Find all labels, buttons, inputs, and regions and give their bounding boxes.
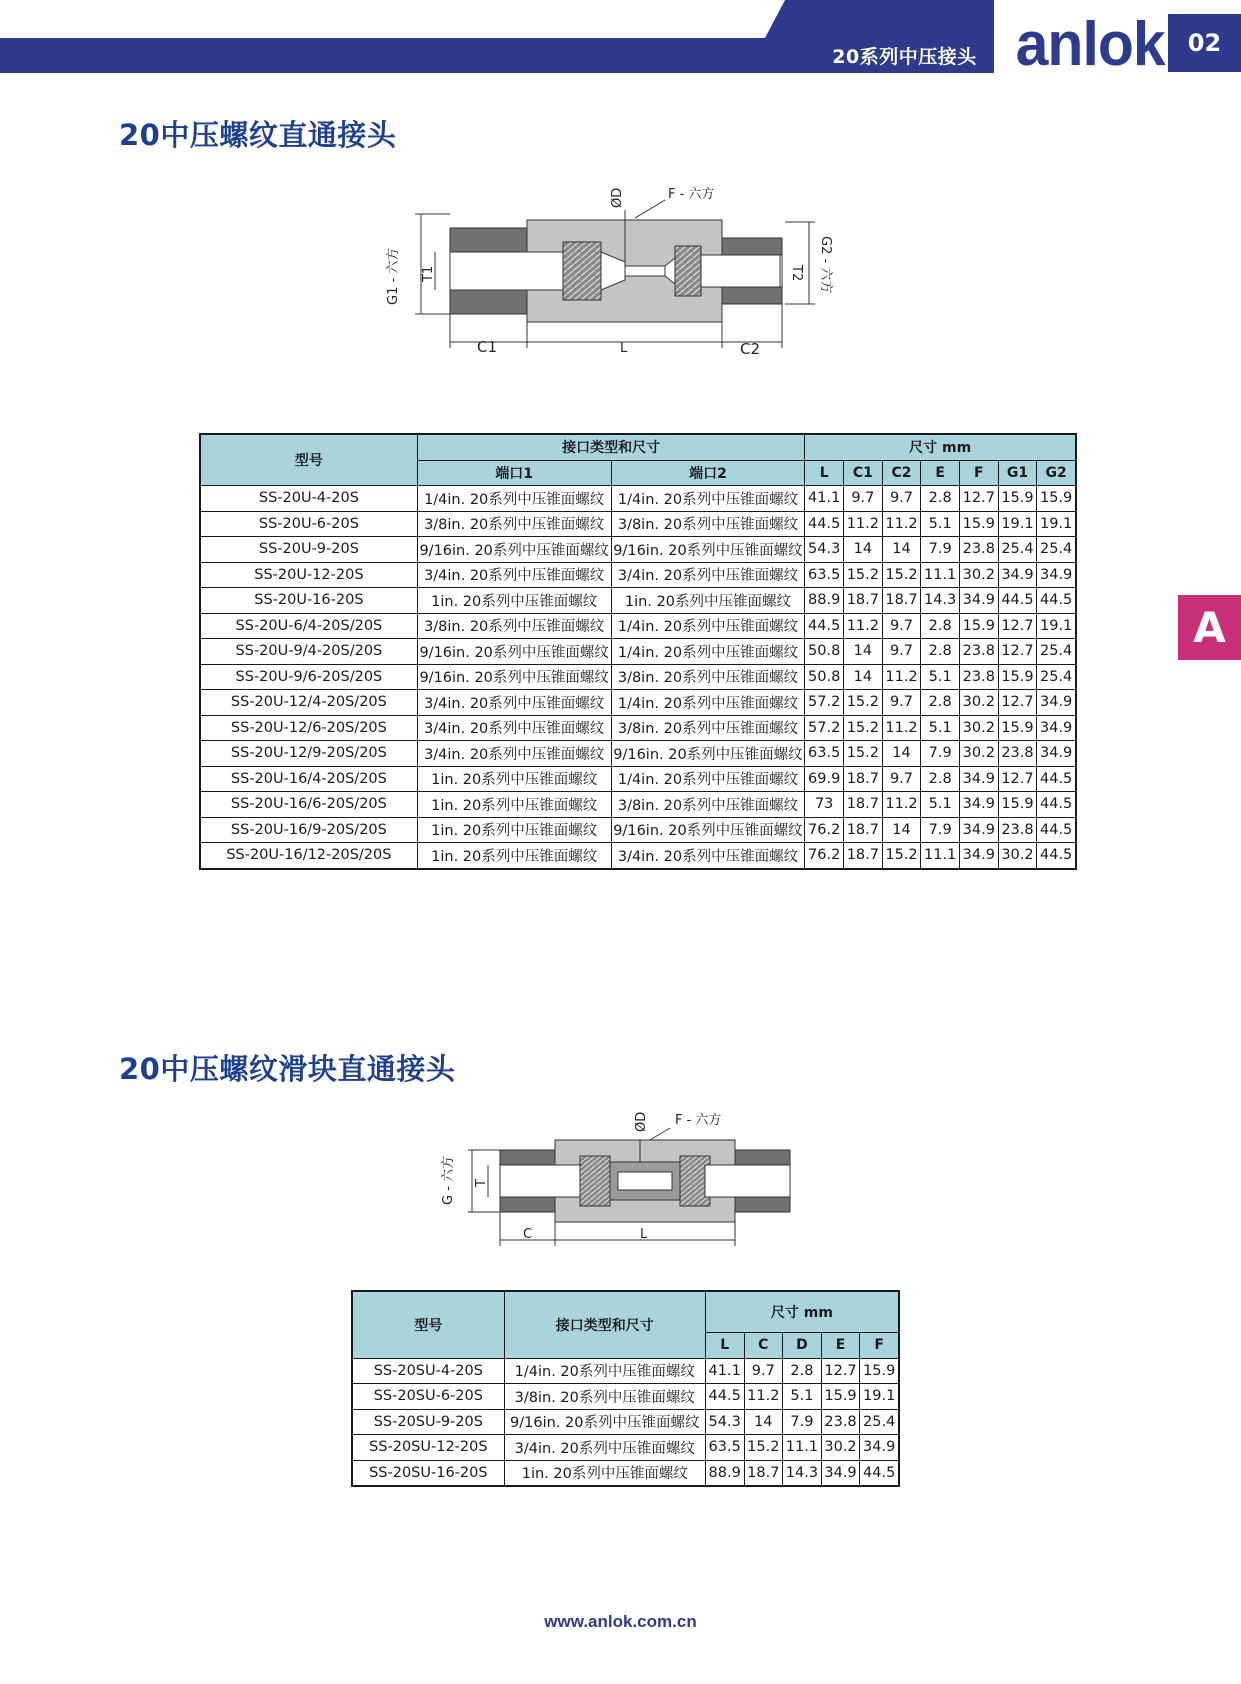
table-cell: 11.2 (744, 1384, 783, 1410)
table-row (200, 588, 1076, 614)
model-cell: SS-20SU-12-20S (352, 1435, 504, 1461)
table-cell: 11.1 (783, 1435, 822, 1461)
straight-union-table-body (200, 486, 1076, 869)
table-cell: 54.3 (705, 1409, 744, 1435)
table-cell: 15.9 (860, 1358, 899, 1384)
table-row (200, 511, 1076, 537)
table-cell: 3/4in. 20系列中压锥面螺纹 (417, 690, 611, 716)
table-cell: 57.2 (805, 690, 844, 716)
table-cell: 23.8 (998, 817, 1037, 843)
table-cell: 12.7 (998, 613, 1037, 639)
col-header-model: 型号 (352, 1291, 504, 1358)
table-row (352, 1460, 899, 1486)
diagram1-l-label: L (620, 341, 628, 356)
table-cell: 44.5 (1037, 843, 1076, 869)
table-cell: 14.3 (783, 1460, 822, 1486)
table-cell: 3/8in. 20系列中压锥面螺纹 (611, 511, 805, 537)
table-cell: 12.7 (998, 766, 1037, 792)
col-header-dims: 尺寸 mm (705, 1291, 899, 1333)
table-cell: 88.9 (705, 1460, 744, 1486)
table-cell: 9.7 (882, 766, 921, 792)
model-cell: SS-20U-12-20S (200, 562, 417, 588)
table-cell: 3/8in. 20系列中压锥面螺纹 (504, 1384, 705, 1410)
diagram1-f-hex-label: F - 六方 (668, 187, 715, 202)
table-cell: 14.3 (921, 588, 960, 614)
table-cell: 30.2 (959, 562, 998, 588)
section-side-tab[interactable]: A (1178, 595, 1241, 660)
diagram2-t-label: T (474, 1179, 489, 1187)
table-cell: 76.2 (805, 817, 844, 843)
table-cell: 2.8 (783, 1358, 822, 1384)
table-cell: 5.1 (921, 715, 960, 741)
table-cell: 23.8 (959, 639, 998, 665)
table-cell: 14 (844, 639, 883, 665)
table-cell: 44.5 (1037, 817, 1076, 843)
table-cell: 34.9 (1037, 741, 1076, 767)
model-cell: SS-20U-16/6-20S/20S (200, 792, 417, 818)
table-cell: 15.9 (998, 486, 1037, 512)
model-cell: SS-20SU-16-20S (352, 1460, 504, 1486)
table-cell: 23.8 (959, 664, 998, 690)
table-cell: 19.1 (1037, 511, 1076, 537)
table-cell: 15.2 (744, 1435, 783, 1461)
col-header-port2: 端口2 (611, 460, 805, 486)
table-cell: 34.9 (1037, 715, 1076, 741)
table-cell: 25.4 (1037, 537, 1076, 563)
slider-union-spec-table (351, 1290, 900, 1487)
table-cell: 15.2 (882, 843, 921, 869)
table-cell: 1/4in. 20系列中压锥面螺纹 (611, 690, 805, 716)
header-series-title: 20系列中压接头 (832, 46, 977, 68)
model-cell: SS-20U-6/4-20S/20S (200, 613, 417, 639)
diagram1-t2-label: T2 (789, 265, 804, 282)
col-header-dim: C (744, 1333, 783, 1359)
table-cell: 9.7 (744, 1358, 783, 1384)
table-cell: 9/16in. 20系列中压锥面螺纹 (611, 741, 805, 767)
table-row (200, 766, 1076, 792)
table-cell: 30.2 (959, 741, 998, 767)
slider-union-diagram (440, 1100, 820, 1264)
table-cell: 14 (844, 664, 883, 690)
model-cell: SS-20U-16-20S (200, 588, 417, 614)
table-cell: 3/8in. 20系列中压锥面螺纹 (611, 715, 805, 741)
table-cell: 11.2 (882, 792, 921, 818)
diagram2-c-label: C (523, 1227, 533, 1242)
table-row (352, 1409, 899, 1435)
table-cell: 15.2 (882, 562, 921, 588)
table-cell: 25.4 (998, 537, 1037, 563)
table-cell: 15.9 (821, 1384, 860, 1410)
table-row (200, 537, 1076, 563)
table-cell: 18.7 (744, 1460, 783, 1486)
diagram1-c2-label: C2 (740, 340, 761, 358)
col-header-dims: 尺寸 mm (805, 434, 1076, 460)
model-cell: SS-20SU-9-20S (352, 1409, 504, 1435)
table-cell: 15.9 (959, 511, 998, 537)
table-cell: 14 (844, 537, 883, 563)
col-header-dim: C1 (844, 460, 883, 486)
slider-union-table-body (352, 1358, 899, 1486)
table-cell: 5.1 (921, 664, 960, 690)
table-cell: 14 (882, 741, 921, 767)
table-cell: 1/4in. 20系列中压锥面螺纹 (611, 639, 805, 665)
table-cell: 34.9 (860, 1435, 899, 1461)
table-cell: 3/4in. 20系列中压锥面螺纹 (504, 1435, 705, 1461)
table-cell: 69.9 (805, 766, 844, 792)
diagram1-t1-label: T1 (421, 265, 436, 282)
col-header-model: 型号 (200, 434, 417, 486)
table-cell: 9/16in. 20系列中压锥面螺纹 (611, 817, 805, 843)
table-cell: 44.5 (1037, 588, 1076, 614)
table-cell: 3/8in. 20系列中压锥面螺纹 (417, 511, 611, 537)
diagram1-c1-label: C1 (477, 338, 498, 356)
table-cell: 50.8 (805, 639, 844, 665)
table-cell: 44.5 (1037, 792, 1076, 818)
table-cell: 63.5 (805, 741, 844, 767)
table-cell: 15.9 (998, 792, 1037, 818)
col-header-dim: L (805, 460, 844, 486)
col-header-dim: E (921, 460, 960, 486)
table-cell: 34.9 (959, 843, 998, 869)
section-title-straight-union: 20中压螺纹直通接头 (119, 118, 397, 152)
col-header-dim: G1 (998, 460, 1037, 486)
table-cell: 25.4 (1037, 664, 1076, 690)
table-cell: 1/4in. 20系列中压锥面螺纹 (611, 766, 805, 792)
table-cell: 3/8in. 20系列中压锥面螺纹 (417, 613, 611, 639)
col-header-dim: C2 (882, 460, 921, 486)
table-row (200, 817, 1076, 843)
table-cell: 34.9 (959, 792, 998, 818)
col-header-dim: E (821, 1333, 860, 1359)
table-cell: 3/4in. 20系列中压锥面螺纹 (417, 562, 611, 588)
table-row (200, 792, 1076, 818)
col-header-dim: L (705, 1333, 744, 1359)
table-cell: 44.5 (1037, 766, 1076, 792)
table-cell: 34.9 (1037, 690, 1076, 716)
model-cell: SS-20U-12/9-20S/20S (200, 741, 417, 767)
table-cell: 2.8 (921, 486, 960, 512)
table-cell: 1/4in. 20系列中压锥面螺纹 (504, 1358, 705, 1384)
table-row (352, 1435, 899, 1461)
table-cell: 23.8 (959, 537, 998, 563)
table-cell: 30.2 (959, 715, 998, 741)
table-cell: 73 (805, 792, 844, 818)
table-cell: 2.8 (921, 639, 960, 665)
brand-logo: anlok (1015, 10, 1165, 79)
table-cell: 23.8 (998, 741, 1037, 767)
table-cell: 7.9 (921, 817, 960, 843)
table-cell: 44.5 (805, 511, 844, 537)
table-cell: 9/16in. 20系列中压锥面螺纹 (417, 537, 611, 563)
table-cell: 15.9 (998, 715, 1037, 741)
table-cell: 12.7 (998, 639, 1037, 665)
table-cell: 3/4in. 20系列中压锥面螺纹 (417, 741, 611, 767)
table-cell: 18.7 (844, 843, 883, 869)
table-row (200, 843, 1076, 869)
table-row (200, 690, 1076, 716)
table-cell: 34.9 (959, 588, 998, 614)
table-row (200, 613, 1076, 639)
col-header-dim: D (783, 1333, 822, 1359)
table-cell: 19.1 (998, 511, 1037, 537)
table-cell: 12.7 (821, 1358, 860, 1384)
table-cell: 25.4 (860, 1409, 899, 1435)
table-cell: 88.9 (805, 588, 844, 614)
table-cell: 1/4in. 20系列中压锥面螺纹 (417, 486, 611, 512)
straight-union-diagram (385, 180, 865, 379)
table-cell: 44.5 (805, 613, 844, 639)
table-cell: 41.1 (705, 1358, 744, 1384)
col-header-port-type: 接口类型和尺寸 (504, 1291, 705, 1358)
table-cell: 76.2 (805, 843, 844, 869)
table-cell: 5.1 (921, 511, 960, 537)
model-cell: SS-20SU-6-20S (352, 1384, 504, 1410)
diagram2-g-hex-label: G - 六方 (441, 1155, 456, 1205)
col-header-dim: F (860, 1333, 899, 1359)
table-row (200, 486, 1076, 512)
table-row (200, 741, 1076, 767)
straight-union-spec-table (199, 433, 1077, 870)
table-cell: 14 (882, 817, 921, 843)
table-cell: 15.2 (844, 562, 883, 588)
page-number: 02 (1168, 14, 1241, 72)
section-title-slider-union: 20中压螺纹滑块直通接头 (119, 1052, 456, 1086)
table-cell: 34.9 (821, 1460, 860, 1486)
table-cell: 30.2 (959, 690, 998, 716)
table-cell: 3/4in. 20系列中压锥面螺纹 (611, 562, 805, 588)
table-cell: 34.9 (959, 817, 998, 843)
table-cell: 11.1 (921, 562, 960, 588)
table-row (200, 715, 1076, 741)
table-cell: 41.1 (805, 486, 844, 512)
table-cell: 9/16in. 20系列中压锥面螺纹 (417, 639, 611, 665)
table-cell: 18.7 (882, 588, 921, 614)
model-cell: SS-20U-6-20S (200, 511, 417, 537)
table-cell: 9.7 (882, 639, 921, 665)
table-cell: 54.3 (805, 537, 844, 563)
table-cell: 18.7 (844, 817, 883, 843)
model-cell: SS-20U-4-20S (200, 486, 417, 512)
table-row (200, 664, 1076, 690)
table-cell: 1in. 20系列中压锥面螺纹 (417, 817, 611, 843)
table-cell: 44.5 (998, 588, 1037, 614)
table-cell: 25.4 (1037, 639, 1076, 665)
table-cell: 15.9 (959, 613, 998, 639)
table-cell: 2.8 (921, 690, 960, 716)
table-cell: 1/4in. 20系列中压锥面螺纹 (611, 613, 805, 639)
table-cell: 2.8 (921, 766, 960, 792)
table-cell: 1in. 20系列中压锥面螺纹 (417, 766, 611, 792)
table-cell: 19.1 (1037, 613, 1076, 639)
model-cell: SS-20U-16/9-20S/20S (200, 817, 417, 843)
table-cell: 18.7 (844, 792, 883, 818)
table-cell: 15.2 (844, 715, 883, 741)
table-cell: 1in. 20系列中压锥面螺纹 (611, 588, 805, 614)
table-cell: 11.2 (882, 664, 921, 690)
table-row (352, 1384, 899, 1410)
table-cell: 9.7 (882, 486, 921, 512)
table-cell: 9/16in. 20系列中压锥面螺纹 (417, 664, 611, 690)
diagram2-f-hex-label: F - 六方 (675, 1113, 722, 1128)
table-cell: 11.2 (882, 511, 921, 537)
table-cell: 57.2 (805, 715, 844, 741)
table-cell: 1in. 20系列中压锥面螺纹 (504, 1460, 705, 1486)
table-cell: 30.2 (821, 1435, 860, 1461)
table-cell: 1in. 20系列中压锥面螺纹 (417, 843, 611, 869)
table-cell: 34.9 (959, 766, 998, 792)
table-row (352, 1358, 899, 1384)
table-cell: 15.2 (844, 690, 883, 716)
table-cell: 5.1 (783, 1384, 822, 1410)
table-cell: 3/4in. 20系列中压锥面螺纹 (417, 715, 611, 741)
table-row (200, 639, 1076, 665)
model-cell: SS-20U-9/6-20S/20S (200, 664, 417, 690)
table-cell: 1in. 20系列中压锥面螺纹 (417, 588, 611, 614)
table-cell: 15.2 (844, 741, 883, 767)
table-cell: 5.1 (921, 792, 960, 818)
table-cell: 3/8in. 20系列中压锥面螺纹 (611, 664, 805, 690)
table-cell: 18.7 (844, 588, 883, 614)
table-cell: 44.5 (860, 1460, 899, 1486)
table-cell: 15.9 (1037, 486, 1076, 512)
model-cell: SS-20U-9-20S (200, 537, 417, 563)
table-cell: 9/16in. 20系列中压锥面螺纹 (611, 537, 805, 563)
table-cell: 44.5 (705, 1384, 744, 1410)
table-cell: 7.9 (921, 537, 960, 563)
table-cell: 3/4in. 20系列中压锥面螺纹 (611, 843, 805, 869)
table-cell: 34.9 (1037, 562, 1076, 588)
table-cell: 11.1 (921, 843, 960, 869)
table-cell: 3/8in. 20系列中压锥面螺纹 (611, 792, 805, 818)
col-header-port1: 端口1 (417, 460, 611, 486)
model-cell: SS-20SU-4-20S (352, 1358, 504, 1384)
table-cell: 9.7 (882, 690, 921, 716)
table-cell: 2.8 (921, 613, 960, 639)
table-cell: 23.8 (821, 1409, 860, 1435)
table-cell: 7.9 (921, 741, 960, 767)
col-header-dim: G2 (1037, 460, 1076, 486)
table-cell: 30.2 (998, 843, 1037, 869)
diagram1-g2-hex-label: G2 - 六方 (818, 236, 833, 294)
diagram1-g1-hex-label: G1 - 六方 (386, 247, 401, 305)
table-cell: 14 (882, 537, 921, 563)
model-cell: SS-20U-16/4-20S/20S (200, 766, 417, 792)
table-cell: 12.7 (959, 486, 998, 512)
table-cell: 7.9 (783, 1409, 822, 1435)
model-cell: SS-20U-12/4-20S/20S (200, 690, 417, 716)
model-cell: SS-20U-9/4-20S/20S (200, 639, 417, 665)
table-cell: 63.5 (705, 1435, 744, 1461)
model-cell: SS-20U-16/12-20S/20S (200, 843, 417, 869)
table-cell: 9/16in. 20系列中压锥面螺纹 (504, 1409, 705, 1435)
table-cell: 34.9 (998, 562, 1037, 588)
col-header-dim: F (959, 460, 998, 486)
table-cell: 9.7 (882, 613, 921, 639)
table-cell: 12.7 (998, 690, 1037, 716)
table-cell: 14 (744, 1409, 783, 1435)
table-cell: 11.2 (844, 613, 883, 639)
footer-website-link[interactable]: www.anlok.com.cn (544, 1612, 697, 1631)
table-cell: 50.8 (805, 664, 844, 690)
diagram1-od-label: ØD (610, 187, 625, 208)
model-cell: SS-20U-12/6-20S/20S (200, 715, 417, 741)
table-cell: 18.7 (844, 766, 883, 792)
table-cell: 9.7 (844, 486, 883, 512)
col-header-port-type: 接口类型和尺寸 (417, 434, 805, 460)
table-cell: 11.2 (844, 511, 883, 537)
table-row (200, 562, 1076, 588)
table-cell: 15.9 (998, 664, 1037, 690)
table-cell: 19.1 (860, 1384, 899, 1410)
table-cell: 1in. 20系列中压锥面螺纹 (417, 792, 611, 818)
diagram2-od-label: ØD (634, 1111, 649, 1132)
table-cell: 1/4in. 20系列中压锥面螺纹 (611, 486, 805, 512)
table-cell: 11.2 (882, 715, 921, 741)
table-cell: 63.5 (805, 562, 844, 588)
diagram2-l-label: L (640, 1227, 648, 1242)
